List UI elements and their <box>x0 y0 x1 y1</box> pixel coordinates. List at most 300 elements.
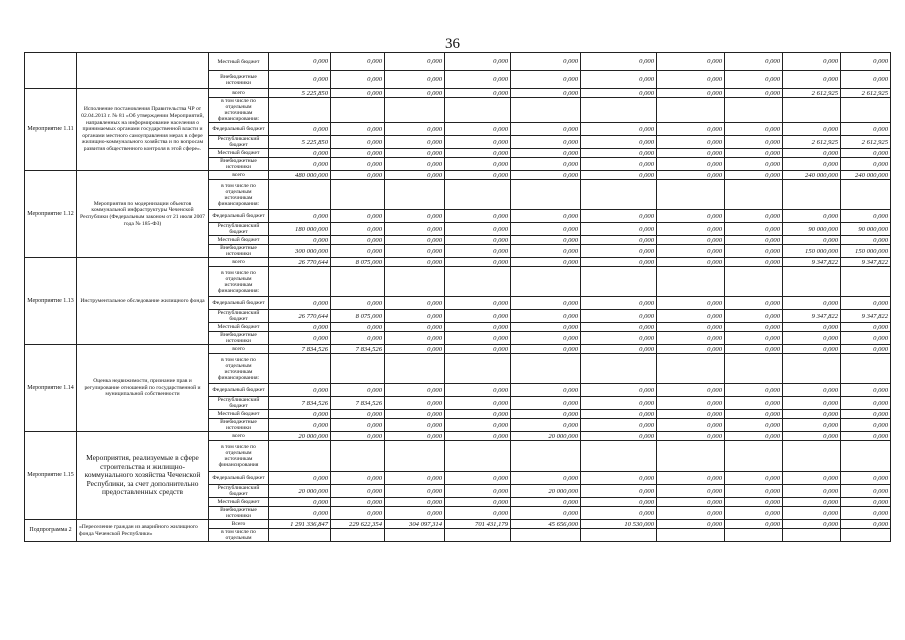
amount-cell: 0,000 <box>385 419 445 432</box>
amount-cell: 0,000 <box>269 297 331 310</box>
amount-cell: 0,000 <box>511 171 581 180</box>
amount-cell: 0,000 <box>581 223 657 236</box>
amount-cell: 0,000 <box>581 419 657 432</box>
amount-cell <box>841 267 891 297</box>
amount-cell: 0,000 <box>725 136 783 149</box>
amount-cell: 0,000 <box>581 310 657 323</box>
funding-source: Республиканский бюджет <box>209 310 269 323</box>
amount-cell <box>511 267 581 297</box>
amount-cell: 0,000 <box>657 310 725 323</box>
amount-cell: 8 075,000 <box>331 310 385 323</box>
amount-cell: 0,000 <box>331 149 385 158</box>
amount-cell: 1 291 336,847 <box>269 520 331 529</box>
amount-cell: 90 000,000 <box>783 223 841 236</box>
amount-cell: 0,000 <box>511 136 581 149</box>
amount-cell: 0,000 <box>581 136 657 149</box>
funding-source: Внебюджетные источники <box>209 158 269 171</box>
amount-cell: 0,000 <box>385 485 445 498</box>
amount-cell <box>331 441 385 472</box>
amount-cell: 0,000 <box>385 89 445 98</box>
amount-cell: 0,000 <box>657 432 725 441</box>
amount-cell <box>783 98 841 123</box>
amount-cell <box>445 529 511 542</box>
amount-cell: 0,000 <box>725 310 783 323</box>
amount-cell: 0,000 <box>445 123 511 136</box>
amount-cell <box>581 98 657 123</box>
amount-cell: 0,000 <box>581 210 657 223</box>
amount-cell: 0,000 <box>331 410 385 419</box>
amount-cell: 0,000 <box>581 53 657 71</box>
amount-cell: 240 000,000 <box>841 171 891 180</box>
amount-cell <box>841 354 891 384</box>
funding-source: Федеральный бюджет <box>209 123 269 136</box>
funding-source: Местный бюджет <box>209 53 269 71</box>
amount-cell <box>445 441 511 472</box>
amount-cell: 0,000 <box>331 210 385 223</box>
amount-cell: 0,000 <box>581 297 657 310</box>
amount-cell <box>841 529 891 542</box>
amount-cell: 0,000 <box>385 332 445 345</box>
measure-code: Мероприятие 1.15 <box>25 432 77 520</box>
amount-cell: 0,000 <box>385 245 445 258</box>
amount-cell: 0,000 <box>725 89 783 98</box>
amount-cell: 0,000 <box>657 384 725 397</box>
amount-cell: 0,000 <box>783 384 841 397</box>
amount-cell: 0,000 <box>581 123 657 136</box>
amount-cell: 0,000 <box>445 384 511 397</box>
amount-cell: 0,000 <box>511 310 581 323</box>
amount-cell: 0,000 <box>841 410 891 419</box>
funding-source: Республиканский бюджет <box>209 485 269 498</box>
amount-cell: 20 000,000 <box>269 432 331 441</box>
amount-cell: 0,000 <box>657 223 725 236</box>
amount-cell: 0,000 <box>725 149 783 158</box>
amount-cell: 0,000 <box>269 332 331 345</box>
funding-source: всего <box>209 171 269 180</box>
funding-source: Республиканский бюджет <box>209 136 269 149</box>
funding-source: Всего <box>209 520 269 529</box>
measure-name: Мероприятия, реализуемые в сфере строительства и жилищно-коммунального хозяйства Чеченской Республики, за счет дополнительно предоставленных средств <box>77 432 209 520</box>
amount-cell <box>783 529 841 542</box>
amount-cell: 0,000 <box>841 345 891 354</box>
amount-cell: 0,000 <box>725 384 783 397</box>
amount-cell <box>445 180 511 210</box>
amount-cell: 2 612,925 <box>841 136 891 149</box>
amount-cell <box>511 98 581 123</box>
amount-cell: 0,000 <box>783 507 841 520</box>
amount-cell: 7 834,526 <box>331 397 385 410</box>
amount-cell <box>725 354 783 384</box>
amount-cell: 0,000 <box>511 223 581 236</box>
amount-cell: 180 000,000 <box>269 223 331 236</box>
amount-cell: 0,000 <box>511 297 581 310</box>
amount-cell: 0,000 <box>511 345 581 354</box>
amount-cell: 0,000 <box>385 472 445 485</box>
amount-cell: 0,000 <box>445 332 511 345</box>
measure-code: Мероприятие 1.13 <box>25 258 77 345</box>
amount-cell <box>657 441 725 472</box>
amount-cell: 8 075,000 <box>331 258 385 267</box>
funding-source: Внебюджетные источники <box>209 419 269 432</box>
table-row <box>25 432 891 441</box>
amount-cell: 9 347,822 <box>841 310 891 323</box>
amount-cell: 2 612,925 <box>841 89 891 98</box>
amount-cell: 2 612,925 <box>783 136 841 149</box>
amount-cell: 0,000 <box>445 245 511 258</box>
amount-cell: 0,000 <box>331 297 385 310</box>
amount-cell: 0,000 <box>841 332 891 345</box>
amount-cell: 0,000 <box>725 432 783 441</box>
amount-cell: 20 000,000 <box>511 432 581 441</box>
amount-cell: 0,000 <box>331 485 385 498</box>
amount-cell <box>725 98 783 123</box>
amount-cell: 9 347,822 <box>783 310 841 323</box>
amount-cell: 0,000 <box>385 297 445 310</box>
amount-cell: 0,000 <box>269 53 331 71</box>
amount-cell: 0,000 <box>725 123 783 136</box>
amount-cell <box>841 441 891 472</box>
amount-cell: 0,000 <box>581 498 657 507</box>
amount-cell: 0,000 <box>511 245 581 258</box>
amount-cell <box>331 98 385 123</box>
amount-cell <box>269 354 331 384</box>
amount-cell: 0,000 <box>511 507 581 520</box>
amount-cell: 0,000 <box>331 332 385 345</box>
amount-cell: 0,000 <box>581 384 657 397</box>
amount-cell: 0,000 <box>657 171 725 180</box>
amount-cell: 0,000 <box>511 384 581 397</box>
amount-cell <box>783 267 841 297</box>
amount-cell: 0,000 <box>581 507 657 520</box>
amount-cell: 0,000 <box>725 158 783 171</box>
amount-cell: 26 770,644 <box>269 310 331 323</box>
amount-cell: 0,000 <box>725 245 783 258</box>
amount-cell: 0,000 <box>841 498 891 507</box>
amount-cell <box>657 354 725 384</box>
amount-cell: 0,000 <box>841 432 891 441</box>
amount-cell: 0,000 <box>385 210 445 223</box>
amount-cell: 0,000 <box>841 472 891 485</box>
amount-cell: 0,000 <box>445 297 511 310</box>
amount-cell <box>841 98 891 123</box>
funding-source: в том числе по отдельным источникам финансирования <box>209 441 269 472</box>
amount-cell <box>331 529 385 542</box>
amount-cell: 0,000 <box>269 149 331 158</box>
amount-cell: 0,000 <box>581 149 657 158</box>
amount-cell: 0,000 <box>657 397 725 410</box>
amount-cell: 0,000 <box>841 297 891 310</box>
amount-cell <box>581 267 657 297</box>
measure-code: Мероприятие 1.14 <box>25 345 77 432</box>
amount-cell: 0,000 <box>445 89 511 98</box>
amount-cell: 150 000,000 <box>783 245 841 258</box>
amount-cell <box>841 180 891 210</box>
amount-cell: 0,000 <box>445 158 511 171</box>
amount-cell: 0,000 <box>581 432 657 441</box>
amount-cell: 0,000 <box>269 236 331 245</box>
amount-cell: 0,000 <box>657 149 725 158</box>
amount-cell: 0,000 <box>581 485 657 498</box>
amount-cell: 0,000 <box>269 158 331 171</box>
amount-cell: 26 770,644 <box>269 258 331 267</box>
amount-cell <box>725 441 783 472</box>
amount-cell: 0,000 <box>331 158 385 171</box>
amount-cell: 0,000 <box>445 323 511 332</box>
amount-cell: 0,000 <box>725 258 783 267</box>
amount-cell: 0,000 <box>841 507 891 520</box>
amount-cell: 20 000,000 <box>269 485 331 498</box>
amount-cell: 0,000 <box>657 236 725 245</box>
amount-cell: 0,000 <box>581 323 657 332</box>
funding-source: всего <box>209 432 269 441</box>
amount-cell: 0,000 <box>445 498 511 507</box>
amount-cell <box>783 180 841 210</box>
amount-cell: 0,000 <box>269 507 331 520</box>
amount-cell: 0,000 <box>783 345 841 354</box>
amount-cell: 0,000 <box>841 210 891 223</box>
measure-code: Мероприятие 1.12 <box>25 171 77 258</box>
amount-cell: 0,000 <box>511 419 581 432</box>
amount-cell: 0,000 <box>511 498 581 507</box>
table-row <box>25 520 891 529</box>
amount-cell: 0,000 <box>385 53 445 71</box>
amount-cell: 0,000 <box>445 210 511 223</box>
amount-cell: 0,000 <box>841 323 891 332</box>
amount-cell: 0,000 <box>783 419 841 432</box>
amount-cell: 0,000 <box>783 485 841 498</box>
amount-cell <box>331 354 385 384</box>
measure-name: Исполнение постановления Правительства ЧР от 02.04.2013 г. № 81 «Об утверждении Мероприятий, направленных на информирование населения о принимаемых органами государственной власти и органами местного самоуправления мерах в сфере жилищно-коммунального хозяйства и по вопросам развития общественного контроля в этой сфере». <box>77 89 209 171</box>
amount-cell: 0,000 <box>841 384 891 397</box>
amount-cell: 0,000 <box>331 71 385 89</box>
amount-cell: 0,000 <box>331 384 385 397</box>
amount-cell: 0,000 <box>725 410 783 419</box>
amount-cell: 0,000 <box>581 171 657 180</box>
amount-cell: 0,000 <box>511 236 581 245</box>
amount-cell: 0,000 <box>657 71 725 89</box>
amount-cell <box>385 267 445 297</box>
amount-cell: 0,000 <box>385 345 445 354</box>
measure-code <box>25 53 77 89</box>
amount-cell: 0,000 <box>581 345 657 354</box>
amount-cell: 0,000 <box>783 472 841 485</box>
amount-cell: 0,000 <box>725 472 783 485</box>
amount-cell: 0,000 <box>841 53 891 71</box>
amount-cell: 0,000 <box>657 332 725 345</box>
measure-name: Оценка недвижимости, признание прав и регулирование отношений по государственной и муниципальной собственности <box>77 345 209 432</box>
amount-cell: 0,000 <box>331 498 385 507</box>
funding-source: в том числе по отдельным источникам финансирования: <box>209 98 269 123</box>
amount-cell: 0,000 <box>657 485 725 498</box>
amount-cell: 0,000 <box>841 485 891 498</box>
amount-cell: 0,000 <box>269 323 331 332</box>
amount-cell: 0,000 <box>783 520 841 529</box>
amount-cell: 0,000 <box>783 432 841 441</box>
amount-cell: 0,000 <box>581 158 657 171</box>
amount-cell: 0,000 <box>331 171 385 180</box>
amount-cell: 0,000 <box>445 53 511 71</box>
funding-source: всего <box>209 345 269 354</box>
amount-cell: 0,000 <box>385 397 445 410</box>
amount-cell <box>581 180 657 210</box>
amount-cell <box>581 354 657 384</box>
amount-cell: 0,000 <box>385 223 445 236</box>
amount-cell: 0,000 <box>445 136 511 149</box>
amount-cell: 0,000 <box>385 258 445 267</box>
amount-cell: 0,000 <box>725 223 783 236</box>
amount-cell: 0,000 <box>783 410 841 419</box>
amount-cell: 0,000 <box>725 498 783 507</box>
amount-cell: 0,000 <box>445 432 511 441</box>
amount-cell <box>657 267 725 297</box>
measure-name: Мероприятия по модернизации объектов коммунальной инфраструктуры Чеченской Республики (Федеральным законом от 21 июля 2007 года № 185-ФЗ) <box>77 171 209 258</box>
table-row <box>25 53 891 71</box>
amount-cell: 0,000 <box>331 323 385 332</box>
amount-cell: 0,000 <box>783 332 841 345</box>
amount-cell: 0,000 <box>269 498 331 507</box>
amount-cell: 0,000 <box>445 149 511 158</box>
amount-cell: 0,000 <box>511 158 581 171</box>
amount-cell <box>725 180 783 210</box>
amount-cell: 0,000 <box>581 236 657 245</box>
amount-cell: 0,000 <box>657 89 725 98</box>
amount-cell: 0,000 <box>269 71 331 89</box>
amount-cell: 0,000 <box>385 410 445 419</box>
amount-cell: 0,000 <box>445 410 511 419</box>
amount-cell: 0,000 <box>331 472 385 485</box>
amount-cell: 0,000 <box>725 236 783 245</box>
funding-source: Местный бюджет <box>209 410 269 419</box>
amount-cell: 90 000,000 <box>841 223 891 236</box>
amount-cell: 0,000 <box>725 332 783 345</box>
amount-cell <box>445 98 511 123</box>
amount-cell <box>445 354 511 384</box>
amount-cell: 300 000,000 <box>269 245 331 258</box>
amount-cell: 45 656,000 <box>511 520 581 529</box>
amount-cell: 0,000 <box>725 485 783 498</box>
amount-cell: 0,000 <box>331 53 385 71</box>
amount-cell <box>511 529 581 542</box>
amount-cell <box>511 441 581 472</box>
amount-cell: 0,000 <box>269 472 331 485</box>
amount-cell <box>657 98 725 123</box>
amount-cell: 0,000 <box>725 210 783 223</box>
amount-cell: 0,000 <box>783 236 841 245</box>
amount-cell: 0,000 <box>331 89 385 98</box>
amount-cell: 7 834,526 <box>331 345 385 354</box>
amount-cell: 0,000 <box>511 332 581 345</box>
amount-cell: 0,000 <box>385 310 445 323</box>
amount-cell: 0,000 <box>657 53 725 71</box>
amount-cell <box>511 180 581 210</box>
amount-cell: 229 622,354 <box>331 520 385 529</box>
amount-cell: 0,000 <box>783 158 841 171</box>
amount-cell <box>657 529 725 542</box>
amount-cell: 0,000 <box>511 397 581 410</box>
amount-cell: 0,000 <box>657 498 725 507</box>
amount-cell <box>269 529 331 542</box>
funding-source: Внебюджетные источники <box>209 71 269 89</box>
amount-cell: 0,000 <box>725 53 783 71</box>
table-row <box>25 258 891 267</box>
amount-cell: 7 834,526 <box>269 345 331 354</box>
amount-cell: 0,000 <box>581 245 657 258</box>
amount-cell: 150 000,000 <box>841 245 891 258</box>
amount-cell: 0,000 <box>445 310 511 323</box>
funding-table <box>24 52 891 542</box>
amount-cell: 0,000 <box>841 158 891 171</box>
table-row <box>25 171 891 180</box>
amount-cell: 0,000 <box>445 71 511 89</box>
amount-cell: 0,000 <box>783 323 841 332</box>
amount-cell: 0,000 <box>657 123 725 136</box>
amount-cell <box>385 354 445 384</box>
amount-cell: 0,000 <box>511 210 581 223</box>
amount-cell: 10 530,000 <box>581 520 657 529</box>
amount-cell: 0,000 <box>581 258 657 267</box>
amount-cell <box>511 354 581 384</box>
amount-cell: 0,000 <box>841 397 891 410</box>
amount-cell: 0,000 <box>841 419 891 432</box>
amount-cell: 0,000 <box>725 520 783 529</box>
funding-source: Федеральный бюджет <box>209 472 269 485</box>
funding-source: Внебюджетные источники <box>209 332 269 345</box>
measure-name: Инструментальное обследование жилищного фонда <box>77 258 209 345</box>
amount-cell: 0,000 <box>725 397 783 410</box>
amount-cell: 2 612,925 <box>783 89 841 98</box>
amount-cell <box>385 441 445 472</box>
amount-cell: 0,000 <box>725 419 783 432</box>
amount-cell: 0,000 <box>269 384 331 397</box>
amount-cell: 0,000 <box>657 136 725 149</box>
measure-name: «Переселение граждан из аварийного жилищного фонда Чеченской Республики» <box>77 520 209 542</box>
amount-cell: 20 000,000 <box>511 485 581 498</box>
amount-cell: 0,000 <box>445 397 511 410</box>
amount-cell: 0,000 <box>657 507 725 520</box>
table-row <box>25 89 891 98</box>
amount-cell: 701 431,179 <box>445 520 511 529</box>
amount-cell: 0,000 <box>783 71 841 89</box>
amount-cell: 0,000 <box>511 258 581 267</box>
amount-cell: 0,000 <box>385 236 445 245</box>
amount-cell <box>445 267 511 297</box>
amount-cell: 9 347,822 <box>783 258 841 267</box>
amount-cell <box>385 180 445 210</box>
amount-cell: 0,000 <box>657 345 725 354</box>
funding-source: Республиканский бюджет <box>209 397 269 410</box>
amount-cell: 0,000 <box>725 171 783 180</box>
funding-source: в том числе по отдельным источникам финансирования: <box>209 180 269 210</box>
table-row <box>25 345 891 354</box>
amount-cell: 0,000 <box>331 223 385 236</box>
amount-cell: 0,000 <box>657 210 725 223</box>
amount-cell: 0,000 <box>581 397 657 410</box>
amount-cell <box>331 180 385 210</box>
amount-cell: 0,000 <box>385 498 445 507</box>
amount-cell: 0,000 <box>511 472 581 485</box>
funding-source: Федеральный бюджет <box>209 210 269 223</box>
amount-cell: 0,000 <box>331 123 385 136</box>
amount-cell: 0,000 <box>445 223 511 236</box>
amount-cell: 0,000 <box>657 419 725 432</box>
amount-cell: 0,000 <box>385 136 445 149</box>
amount-cell: 0,000 <box>581 89 657 98</box>
amount-cell: 0,000 <box>511 323 581 332</box>
amount-cell: 0,000 <box>445 171 511 180</box>
amount-cell: 0,000 <box>841 236 891 245</box>
amount-cell: 0,000 <box>657 158 725 171</box>
amount-cell <box>269 98 331 123</box>
